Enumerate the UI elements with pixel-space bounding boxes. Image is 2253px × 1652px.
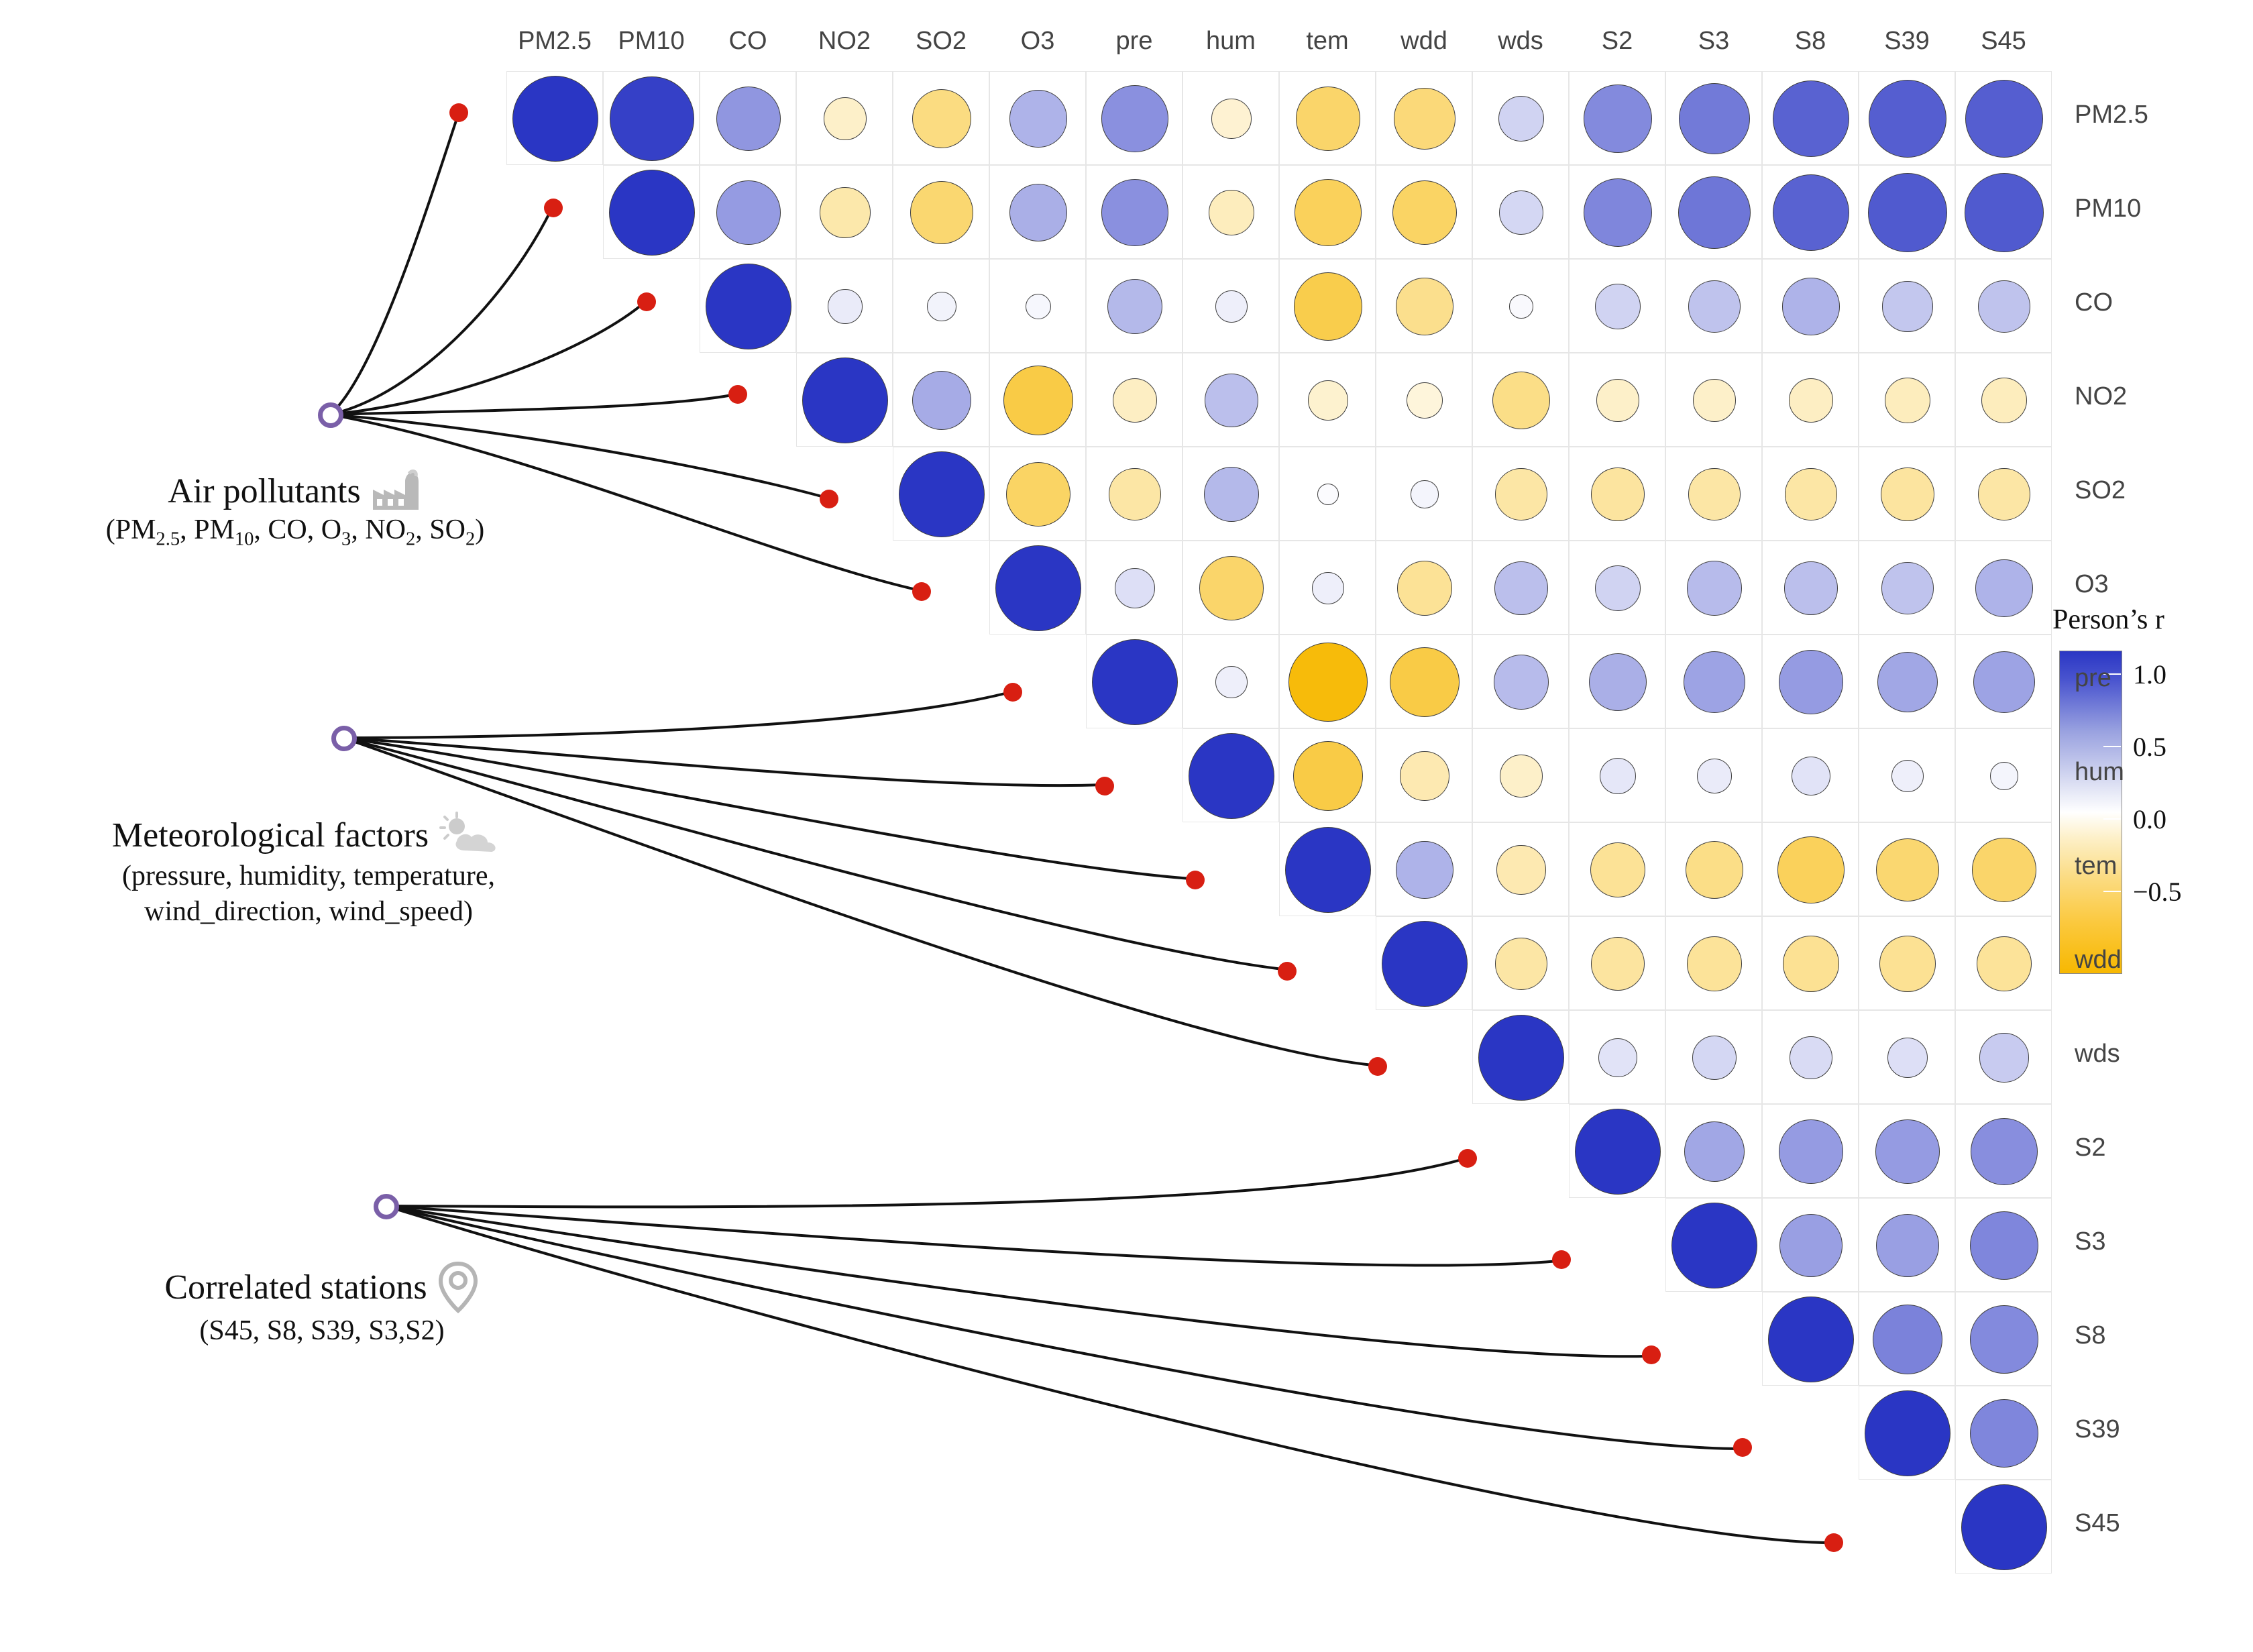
correlation-dot [1971,1118,2038,1185]
correlation-dot [1288,643,1367,721]
legend-colorbar [2059,651,2122,974]
correlation-dot [1789,378,1833,423]
correlation-dot [1979,1033,2028,1082]
correlation-dot [1784,561,1837,614]
correlation-dot [1782,278,1839,335]
correlation-dot [609,170,695,256]
row-label-pre: pre [2075,664,2111,692]
correlation-dot [927,292,956,321]
correlation-dot [1693,379,1736,422]
annotation-correlated-stations-subtitle: (S45, S8, S39, S3,S2) [199,1315,445,1346]
hub-meteorological-factors [331,726,357,751]
correlation-dot [1397,561,1452,616]
correlation-dot [820,187,870,237]
correlation-dot [1891,760,1924,792]
correlation-dot [1970,1399,2039,1468]
correlation-dot [1885,378,1931,424]
correlation-dot [1869,80,1946,158]
correlation-dot [912,371,972,431]
annotation-meteorological-factors-title: Meteorological factors [111,816,429,855]
correlation-dot [1684,1121,1745,1182]
correlation-dot [1595,284,1641,330]
annotation-correlated-stations-title: Correlated stations [164,1268,427,1307]
correlation-dot [1589,653,1647,712]
legend-tick-1 [2103,746,2121,747]
correlation-dot [1881,467,1934,520]
correlation-dot [1101,85,1168,152]
correlation-dot [995,545,1081,631]
correlation-dot [1978,468,2030,520]
correlation-dot [1792,757,1830,795]
correlation-dot [1697,759,1731,793]
correlation-dot [1779,1119,1843,1183]
legend-tick-label-3: −0.5 [2133,877,2182,907]
correlation-dot [912,89,972,149]
correlation-dot [1209,190,1255,236]
correlation-dot [1978,280,2030,332]
correlation-dot [1595,565,1641,612]
legend-tick-3 [2103,891,2121,892]
row-label-co: CO [2075,288,2113,317]
correlation-dot [1294,272,1363,341]
correlation-dot [1006,462,1071,527]
correlation-dot [1970,1211,2039,1280]
correlation-dot [1495,938,1547,989]
correlation-dot [1204,467,1259,522]
correlation-dot [1312,572,1344,604]
correlation-dot [1970,1305,2038,1373]
correlation-dot [1295,179,1361,245]
correlation-dot [1596,379,1639,422]
correlation-dot [1684,651,1745,713]
correlation-dot [1783,936,1838,991]
column-label-s3: S3 [1698,27,1730,55]
correlation-dot [1768,1297,1854,1382]
correlation-dot [1496,845,1545,894]
correlation-dot [1499,190,1543,235]
correlation-dot [1687,561,1741,615]
correlation-dot [1779,1214,1843,1277]
hub-air-pollutants [318,402,343,428]
correlation-dot [1882,281,1932,331]
correlation-dot [1779,650,1843,714]
correlation-dot [1961,1484,2047,1570]
correlation-dot [1773,80,1850,158]
correlation-dot [1211,99,1251,138]
correlation-dot [1392,180,1458,245]
correlation-dot [1296,87,1360,150]
correlation-dot [1382,921,1468,1007]
annotation-air-pollutants-title: Air pollutants [168,472,361,510]
correlation-dot [1785,468,1836,520]
correlation-dot [1686,841,1744,899]
legend-tick-label-0: 1.0 [2133,659,2166,690]
correlation-dot [1965,80,2043,158]
legend-tick-label-1: 0.5 [2133,732,2166,762]
correlation-dot [1509,294,1533,318]
correlation-dot [1879,936,1935,991]
correlation-dot [1411,480,1438,508]
row-label-no2: NO2 [2075,382,2128,410]
correlation-dot [1688,468,1740,520]
correlation-dot [1394,88,1455,149]
correlation-dot [1215,290,1248,323]
correlation-dot [1965,173,2043,252]
correlation-dot [1981,378,2028,424]
correlation-dot [1494,561,1547,614]
correlation-dot [1101,179,1168,245]
correlation-dot [1498,96,1545,142]
correlation-dot [1109,468,1160,520]
column-label-pm2.5: PM2.5 [518,27,592,55]
correlation-dot [1495,468,1547,520]
correlation-dot [706,264,791,349]
column-label-s2: S2 [1601,27,1633,55]
correlation-dot [1790,1036,1832,1079]
correlation-dot [824,97,867,140]
correlation-dot [1877,652,1938,712]
column-label-s45: S45 [1981,27,2026,55]
correlation-dot [1975,559,2032,616]
correlation-dot [1400,751,1449,800]
correlation-dot [1189,733,1274,819]
correlation-dot [716,87,781,152]
correlation-dot [1293,741,1363,811]
correlation-dot [1679,83,1751,155]
column-label-no2: NO2 [818,27,871,55]
correlation-dot [1692,1036,1737,1080]
correlation-dot [1026,294,1051,319]
correlation-dot [1396,841,1453,898]
correlation-dot [1199,556,1263,620]
correlation-dot [1598,1038,1637,1077]
correlation-dot [1390,647,1460,717]
correlation-dot [1215,666,1248,698]
correlation-dot [1868,173,1946,252]
row-label-s45: S45 [2075,1509,2120,1537]
correlation-dot [1575,1109,1661,1195]
factory-icon [370,470,423,512]
row-label-s2: S2 [2075,1134,2106,1162]
row-label-pm10: PM10 [2075,195,2142,223]
row-label-tem: tem [2075,852,2118,880]
correlation-dot [1977,936,2031,991]
correlation-dot [1591,937,1644,990]
correlation-dot [1494,655,1548,709]
column-label-so2: SO2 [915,27,967,55]
correlation-dot [1107,279,1162,334]
correlation-dot [1009,184,1068,242]
annotation-air-pollutants [13,470,577,551]
row-label-wdd: wdd [2075,946,2122,974]
row-label-s8: S8 [2075,1321,2106,1350]
correlation-dot [1285,827,1371,913]
correlation-dot [1881,562,1933,614]
row-label-hum: hum [2075,758,2124,786]
row-label-s39: S39 [2075,1415,2120,1443]
correlation-dot [1003,366,1073,435]
correlation-dot [610,76,694,160]
correlation-dot [1873,1305,1942,1374]
sun-cloud-icon [435,812,505,859]
correlation-dot [802,357,888,443]
correlation-dot [1591,467,1644,520]
column-label-tem: tem [1306,27,1349,55]
correlation-dot [1584,178,1653,247]
correlation-dot [1972,838,2036,901]
correlation-dot [910,181,973,244]
correlation-dot [1687,936,1741,991]
correlation-dot [716,180,780,244]
annotation-air-pollutants-subtitle: ($PM_{2.5}$, $PM_{10}$, CO, $O_3$, $NO_2$, $SO_2$) [105,514,485,550]
legend-title: Person’s r [2052,604,2164,635]
correlation-dot [512,76,598,162]
column-label-wds: wds [1498,27,1543,55]
row-label-so2: SO2 [2075,476,2126,504]
correlation-dot [1973,651,2035,713]
annotation-meteorological-factors-subtitle: (pressure, humidity, temperature, wind_direction, wind_speed) [122,861,495,927]
correlation-dot [1990,762,2018,789]
annotation-correlated-stations [54,1261,590,1349]
correlation-dot [1671,1203,1757,1288]
column-label-pre: pre [1115,27,1153,55]
correlation-dot [1478,1015,1564,1101]
correlation-dot [1205,374,1258,427]
correlation-dot [1777,836,1844,903]
correlation-dot [1876,1214,1939,1277]
column-label-o3: O3 [1020,27,1055,55]
legend-tick-label-2: 0.0 [2133,804,2166,834]
row-label-s3: S3 [2075,1227,2106,1256]
correlation-dot [1396,278,1453,335]
correlation-dot [1773,174,1850,252]
column-label-s8: S8 [1794,27,1826,55]
correlation-dot [899,451,985,537]
correlation-dot [1875,1119,1939,1183]
correlation-dot [1317,484,1339,505]
map-pin-icon [437,1261,480,1313]
correlation-dot [1688,280,1740,332]
column-label-s39: S39 [1884,27,1930,55]
correlation-dot [1865,1390,1950,1476]
correlation-dot [1113,378,1157,423]
row-label-o3: O3 [2075,570,2109,598]
correlation-dot [828,289,862,323]
correlation-dot [1876,838,1939,901]
row-label-pm2.5: PM2.5 [2075,101,2148,129]
annotation-meteorological-factors [7,812,610,929]
column-label-wdd: wdd [1400,27,1447,55]
column-label-co: CO [728,27,767,55]
correlation-dot [1500,755,1543,797]
row-label-wds: wds [2075,1040,2120,1068]
correlation-dot [1584,85,1651,152]
correlation-dot [1092,639,1178,725]
hub-correlated-stations [374,1194,399,1219]
column-label-hum: hum [1206,27,1256,55]
correlation-dot [1590,842,1645,897]
legend-tick-2 [2103,818,2121,820]
column-label-pm10: PM10 [618,27,685,55]
correlation-dot [1678,176,1751,249]
correlation-dot [1009,90,1066,147]
correlation-dot [1492,372,1551,430]
